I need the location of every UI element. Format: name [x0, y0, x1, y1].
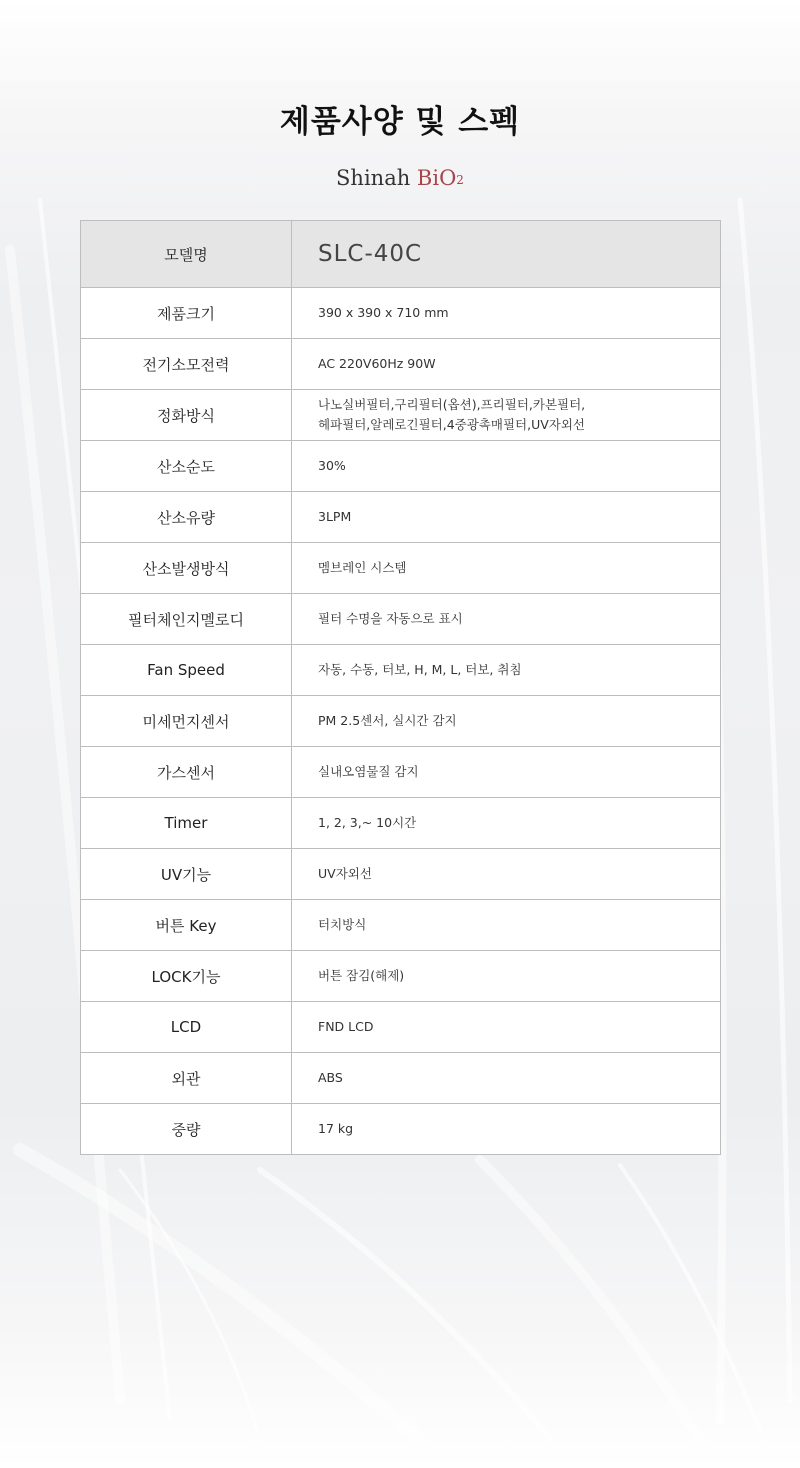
row-label: 가스센서	[81, 747, 292, 798]
row-label: 외관	[81, 1053, 292, 1104]
row-value: AC 220V60Hz 90W	[292, 339, 721, 390]
brand-mark-sub: 2	[456, 173, 464, 187]
model-value: SLC-40C	[292, 221, 721, 288]
row-label: Fan Speed	[81, 645, 292, 696]
row-label: LOCK기능	[81, 951, 292, 1002]
row-label: 전기소모전력	[81, 339, 292, 390]
table-row	[81, 951, 721, 1002]
row-label: 중량	[81, 1104, 292, 1155]
row-value: 30%	[292, 441, 721, 492]
table-header-row	[81, 221, 721, 288]
row-label: 정화방식	[81, 390, 292, 441]
row-label: 버튼 Key	[81, 900, 292, 951]
row-label: UV기능	[81, 849, 292, 900]
table-row	[81, 849, 721, 900]
table-row	[81, 288, 721, 339]
brand-logo	[0, 166, 800, 190]
brand-mark: BiO	[416, 166, 457, 190]
row-value: 자동, 수동, 터보, H, M, L, 터보, 취침	[292, 645, 721, 696]
table-row	[81, 1104, 721, 1155]
page-title: 제품사양 및 스펙	[279, 104, 521, 140]
row-value: 1, 2, 3,~ 10시간	[292, 798, 721, 849]
row-value: 3LPM	[292, 492, 721, 543]
table-row	[81, 594, 721, 645]
row-label: LCD	[81, 1002, 292, 1053]
row-value: 멤브레인 시스템	[292, 543, 721, 594]
row-label: 산소유량	[81, 492, 292, 543]
row-value: PM 2.5센서, 실시간 감지	[292, 696, 721, 747]
row-value: 390 x 390 x 710 mm	[292, 288, 721, 339]
row-value: 터치방식	[292, 900, 721, 951]
row-value-line-1: 나노실버필터,구리필터(옵션),프리필터,카본필터,	[318, 397, 586, 412]
row-value: FND LCD	[292, 1002, 721, 1053]
row-label: 산소발생방식	[81, 543, 292, 594]
table-row	[81, 339, 721, 390]
table-row	[81, 543, 721, 594]
spec-table	[80, 220, 721, 1155]
row-value: 17 kg	[292, 1104, 721, 1155]
table-row	[81, 696, 721, 747]
table-row	[81, 645, 721, 696]
table-row	[81, 900, 721, 951]
row-label: 필터체인지멜로디	[81, 594, 292, 645]
model-label: 모델명	[81, 221, 292, 288]
row-label: 미세먼지센서	[81, 696, 292, 747]
row-value: 필터 수명을 자동으로 표시	[292, 594, 721, 645]
row-value: ABS	[292, 1053, 721, 1104]
row-label: Timer	[81, 798, 292, 849]
table-row	[81, 390, 721, 441]
table-row	[81, 1053, 721, 1104]
row-value-line-2: 헤파필터,알레로긴필터,4중광촉매필터,UV자외선	[318, 417, 585, 432]
row-value-multiline	[292, 390, 721, 441]
row-value: 실내오염물질 감지	[292, 747, 721, 798]
row-label: 제품크기	[81, 288, 292, 339]
table-row	[81, 798, 721, 849]
brand-name: Shinah	[336, 166, 417, 190]
row-value: 버튼 잠김(해제)	[292, 951, 721, 1002]
table-row	[81, 1002, 721, 1053]
row-label: 산소순도	[81, 441, 292, 492]
table-row	[81, 492, 721, 543]
row-value: UV자외선	[292, 849, 721, 900]
table-row	[81, 747, 721, 798]
table-row	[81, 441, 721, 492]
